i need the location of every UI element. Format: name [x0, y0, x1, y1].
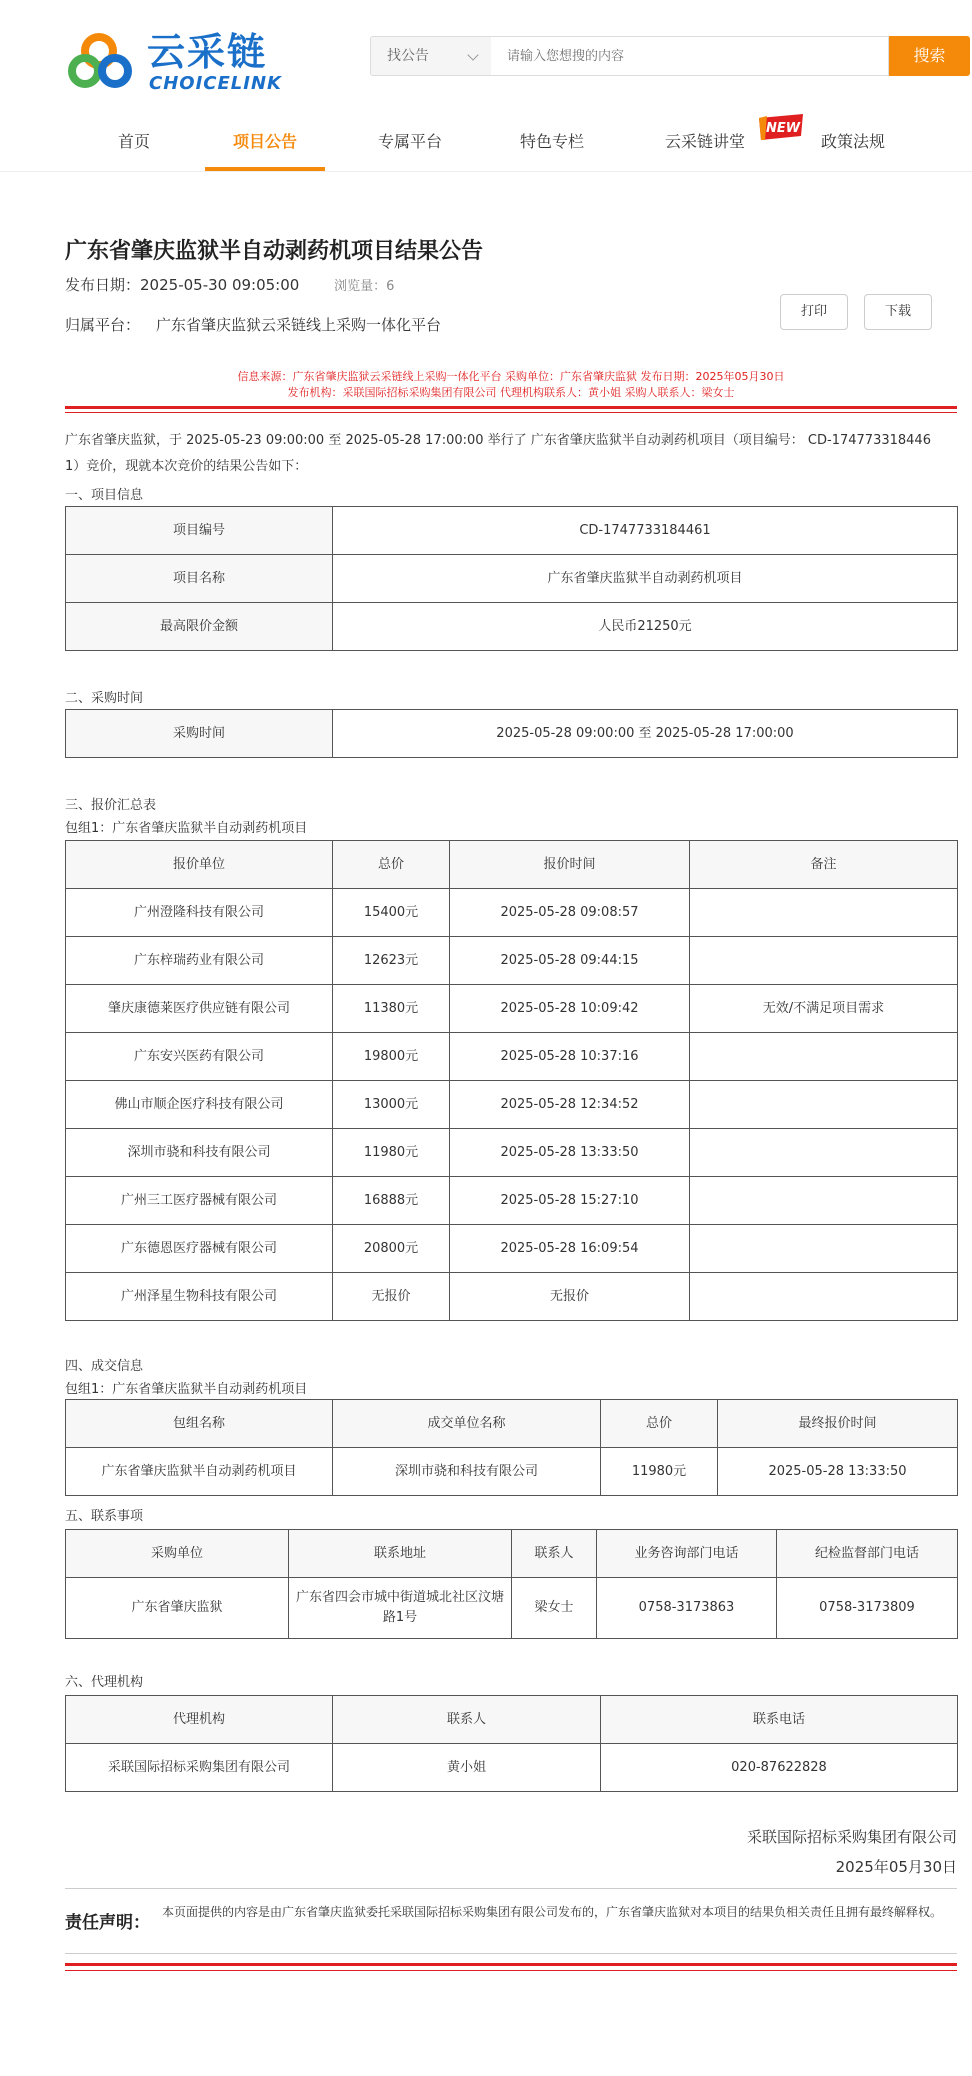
table-header: 总价	[601, 1400, 718, 1448]
table-cell: 15400元	[333, 889, 450, 937]
nav-item-home[interactable]: 首页	[117, 132, 150, 151]
divider	[65, 1888, 957, 1889]
table-cell: 广东省肇庆监狱半自动剥药机项目	[66, 1448, 333, 1496]
table-header-row	[66, 1696, 958, 1744]
search-bar	[370, 36, 970, 76]
table-row	[66, 710, 958, 758]
intro-line-2: 1）竞价，现就本次竞价的结果公告如下：	[65, 459, 308, 474]
deal-info-table	[65, 1399, 958, 1496]
search-type-value: 找公告	[387, 48, 429, 64]
table-cell: 广州澄隆科技有限公司	[66, 889, 333, 937]
table-row	[66, 1081, 958, 1129]
nav-item-lecture[interactable]: 云采链讲堂	[664, 132, 745, 151]
table-cell: 2025-05-28 15:27:10	[450, 1177, 690, 1225]
platform-info	[65, 314, 441, 335]
divider-red	[65, 406, 957, 409]
platform-name: 广东省肇庆监狱云采链线上采购一体化平台	[156, 316, 442, 334]
table-cell: 广州三工医疗器械有限公司	[66, 1177, 333, 1225]
table-cell: 020-87622828	[601, 1744, 958, 1792]
section-3-heading: 三、报价汇总表	[65, 798, 157, 813]
divider-red-thin	[65, 412, 957, 413]
table-header-row	[66, 1530, 958, 1578]
table-cell: 广东省四会市城中街道城北社区汶塘路1号	[289, 1578, 512, 1639]
table-row	[66, 603, 958, 651]
table-cell: 最高限价金额	[66, 603, 333, 651]
table-header: 联系电话	[601, 1696, 958, 1744]
table-cell: 2025-05-28 09:08:57	[450, 889, 690, 937]
table-cell: 深圳市骁和科技有限公司	[333, 1448, 601, 1496]
site-header	[0, 0, 972, 172]
table-cell	[690, 1273, 958, 1321]
divider	[65, 1953, 957, 1954]
table-cell: 项目名称	[66, 555, 333, 603]
table-row	[66, 1448, 958, 1496]
table-header: 成交单位名称	[333, 1400, 601, 1448]
table-cell: 2025-05-28 09:44:15	[450, 937, 690, 985]
divider-red	[65, 1963, 957, 1966]
search-type-select[interactable]	[370, 36, 492, 76]
table-row	[66, 1033, 958, 1081]
disclaimer-text: 本页面提供的内容是由广东省肇庆监狱委托采联国际招标采购集团有限公司发布的，广东省肇庆监狱对本项目的结果负相关责任且拥有最终解释权。	[162, 1905, 943, 1919]
section-4-group: 包组1：广东省肇庆监狱半自动剥药机项目	[65, 1382, 308, 1397]
nav-item-announcements[interactable]: 项目公告	[232, 132, 297, 151]
table-cell: 深圳市骁和科技有限公司	[66, 1129, 333, 1177]
table-cell: 0758-3173809	[777, 1578, 958, 1639]
nav-item-featured[interactable]: 特色专栏	[519, 132, 584, 151]
table-cell	[690, 889, 958, 937]
table-header: 业务咨询部门电话	[597, 1530, 777, 1578]
table-header: 采购单位	[66, 1530, 289, 1578]
table-cell: 黄小姐	[333, 1744, 601, 1792]
table-header: 总价	[333, 841, 450, 889]
table-cell	[690, 937, 958, 985]
nav-item-policy[interactable]: 政策法规	[820, 132, 885, 151]
quote-summary-table	[65, 840, 958, 1321]
table-header: 联系地址	[289, 1530, 512, 1578]
table-cell	[690, 1177, 958, 1225]
table-cell	[690, 1225, 958, 1273]
table-cell: 11980元	[333, 1129, 450, 1177]
table-header: 报价单位	[66, 841, 333, 889]
table-row	[66, 507, 958, 555]
table-header: 联系人	[333, 1696, 601, 1744]
search-input[interactable]	[491, 36, 889, 76]
section-6-heading: 六、代理机构	[65, 1675, 144, 1690]
purchase-time-table	[65, 709, 958, 758]
project-info-table	[65, 506, 958, 651]
site-logo[interactable]	[63, 29, 283, 93]
table-cell: 16888元	[333, 1177, 450, 1225]
section-3-group: 包组1：广东省肇庆监狱半自动剥药机项目	[65, 821, 308, 836]
new-badge-text: NEW	[765, 121, 801, 136]
platform-label: 归属平台：	[65, 316, 141, 334]
table-header: 备注	[690, 841, 958, 889]
table-cell: 广东德恩医疗器械有限公司	[66, 1225, 333, 1273]
table-header: 联系人	[512, 1530, 597, 1578]
table-cell: 11980元	[601, 1448, 718, 1496]
table-row	[66, 1273, 958, 1321]
table-cell	[690, 1129, 958, 1177]
table-header-row	[66, 841, 958, 889]
download-button[interactable]: 下载	[864, 294, 932, 330]
views-label: 浏览量：	[334, 279, 387, 294]
table-cell	[690, 1081, 958, 1129]
table-header: 代理机构	[66, 1696, 333, 1744]
signature-org: 采联国际招标采购集团有限公司	[746, 1828, 957, 1846]
table-row	[66, 937, 958, 985]
table-cell: 0758-3173863	[597, 1578, 777, 1639]
table-cell: 19800元	[333, 1033, 450, 1081]
page-title: 广东省肇庆监狱半自动剥药机项目结果公告	[65, 239, 484, 264]
publish-date: 2025-05-30 09:05:00	[140, 276, 300, 294]
table-cell: 20800元	[333, 1225, 450, 1273]
table-header: 最终报价时间	[718, 1400, 958, 1448]
table-cell: 佛山市顺企医疗科技有限公司	[66, 1081, 333, 1129]
section-2-heading: 二、采购时间	[65, 691, 144, 706]
table-cell: 2025-05-28 13:33:50	[450, 1129, 690, 1177]
intro-paragraph	[65, 428, 957, 480]
table-cell: 无效/不满足项目需求	[690, 985, 958, 1033]
table-cell: 项目编号	[66, 507, 333, 555]
section-5-heading: 五、联系事项	[65, 1509, 144, 1524]
table-cell	[690, 1033, 958, 1081]
source-info	[65, 369, 957, 401]
table-cell: 无报价	[333, 1273, 450, 1321]
publish-meta	[65, 274, 394, 295]
table-cell: 肇庆康德莱医疗供应链有限公司	[66, 985, 333, 1033]
views-count: 6	[386, 279, 395, 294]
new-badge	[757, 114, 805, 140]
agency-table	[65, 1695, 958, 1792]
section-1-heading: 一、项目信息	[65, 488, 144, 503]
table-cell: 梁女士	[512, 1578, 597, 1639]
table-row	[66, 985, 958, 1033]
logo-text-en: CHOICELINK	[149, 73, 282, 94]
table-cell: 2025-05-28 16:09:54	[450, 1225, 690, 1273]
table-row	[66, 1177, 958, 1225]
disclaimer-label: 责任声明：	[65, 1913, 150, 1933]
table-row	[66, 889, 958, 937]
main-nav	[0, 120, 972, 172]
table-cell: 广东梓瑞药业有限公司	[66, 937, 333, 985]
table-cell: 13000元	[333, 1081, 450, 1129]
contact-table	[65, 1529, 958, 1639]
table-header: 纪检监督部门电话	[777, 1530, 958, 1578]
table-cell: 人民币21250元	[333, 603, 958, 651]
table-cell: 12623元	[333, 937, 450, 985]
table-cell: 2025-05-28 10:09:42	[450, 985, 690, 1033]
table-cell: 2025-05-28 10:37:16	[450, 1033, 690, 1081]
print-button[interactable]: 打印	[780, 294, 848, 330]
table-header: 报价时间	[450, 841, 690, 889]
table-row	[66, 1744, 958, 1792]
table-row	[66, 555, 958, 603]
search-button[interactable]: 搜索	[889, 36, 970, 76]
signature-date: 2025年05月30日	[835, 1858, 957, 1876]
table-cell: 广东省肇庆监狱半自动剥药机项目	[333, 555, 958, 603]
table-row	[66, 1578, 958, 1639]
table-cell: CD-1747733184461	[333, 507, 958, 555]
table-cell: 2025-05-28 12:34:52	[450, 1081, 690, 1129]
table-cell: 11380元	[333, 985, 450, 1033]
intro-line-1: 广东省肇庆监狱，于 2025-05-23 09:00:00 至 2025-05-28 17:00:00 举行了 广东省肇庆监狱半自动剥药机项目（项目编号： CD-174773318446	[65, 433, 931, 448]
source-line-1: 信息来源：广东省肇庆监狱云采链线上采购一体化平台 采购单位：广东省肇庆监狱 发布日期：2025年05月30日	[237, 370, 785, 383]
chevron-down-icon	[467, 49, 478, 60]
table-row	[66, 1129, 958, 1177]
nav-active-underline	[205, 167, 325, 171]
table-cell: 广东省肇庆监狱	[66, 1578, 289, 1639]
table-cell: 广州泽星生物科技有限公司	[66, 1273, 333, 1321]
divider-red-thin	[65, 1970, 957, 1971]
nav-item-exclusive-platform[interactable]: 专属平台	[377, 132, 442, 151]
table-cell: 广东安兴医药有限公司	[66, 1033, 333, 1081]
table-cell: 2025-05-28 09:00:00 至 2025-05-28 17:00:00	[333, 710, 958, 758]
table-header-row	[66, 1400, 958, 1448]
table-row	[66, 1225, 958, 1273]
publish-label: 发布日期：	[65, 276, 141, 294]
chain-link-icon	[63, 29, 141, 93]
table-cell: 无报价	[450, 1273, 690, 1321]
table-cell: 采联国际招标采购集团有限公司	[66, 1744, 333, 1792]
table-cell: 采购时间	[66, 710, 333, 758]
table-header: 包组名称	[66, 1400, 333, 1448]
source-line-2: 发布机构：采联国际招标采购集团有限公司 代理机构联系人：黄小姐 采购人联系人：梁女士	[287, 386, 735, 399]
table-cell: 2025-05-28 13:33:50	[718, 1448, 958, 1496]
section-4-heading: 四、成交信息	[65, 1359, 144, 1374]
logo-text-cn: 云采链	[147, 30, 268, 74]
